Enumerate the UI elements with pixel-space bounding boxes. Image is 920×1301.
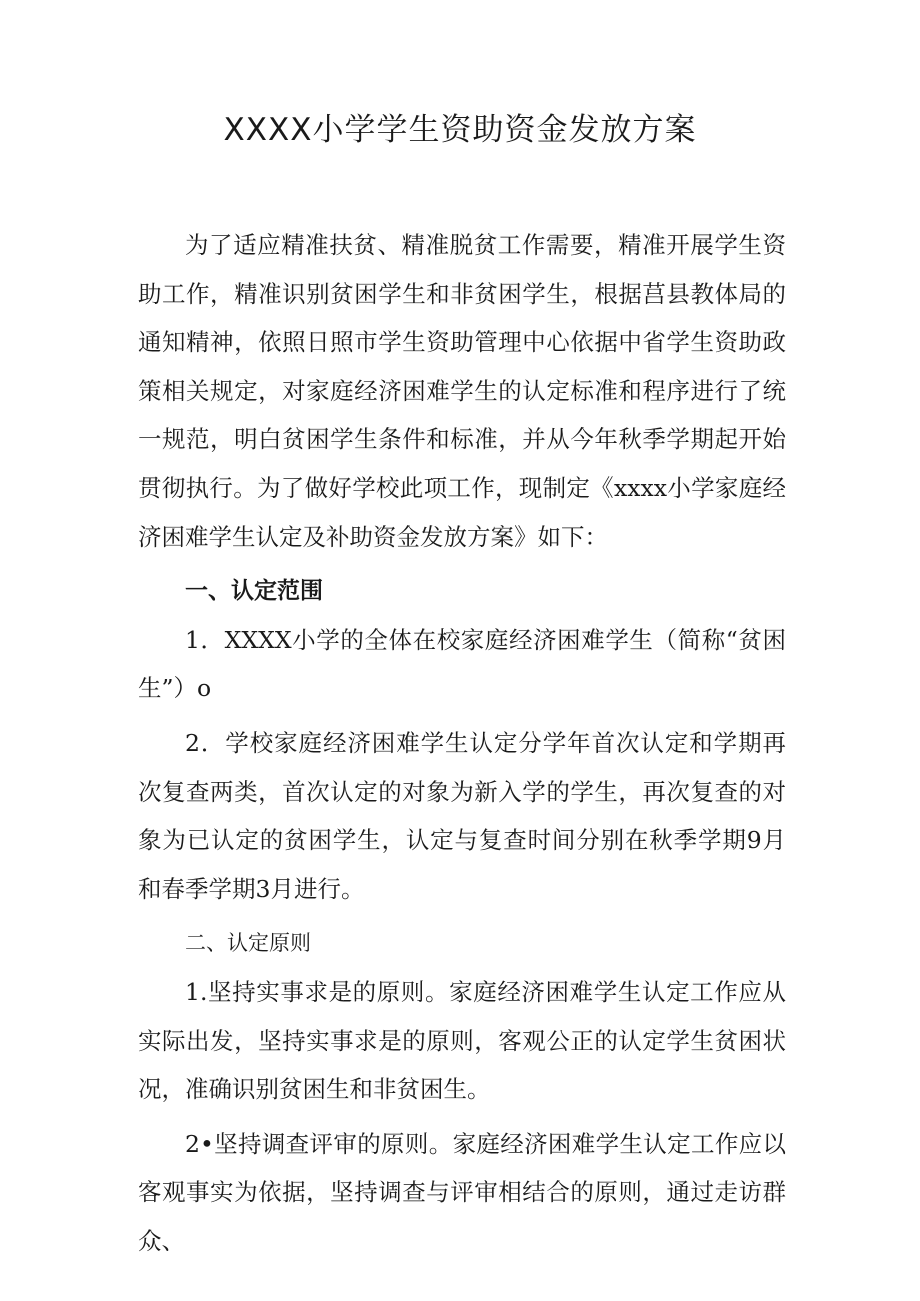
document-body xyxy=(138,221,786,1265)
principle-item-2: 2•坚持调查评审的原则。家庭经济困难学生认定工作应以客观事实为依据，坚持调查与评审相结合的原则，通过走访群众、 xyxy=(138,1129,786,1255)
section-heading-scope: 一、认定范围 xyxy=(185,578,323,605)
intro-paragraph: 为了适应精准扶贫、精准脱贫工作需要，精准开展学生资助工作，精准识别贫困学生和非贫困学生，根据莒县教体局的通知精神，依照日照市学生资助管理中心依据中省学生资助政策相关规定，对家庭经济困难学生的认定标准和程序进行了统一规范，明白贫困学生条件和标准，并从今年秋季学期起开始贯彻执行。为了做好学校此项工作，现制定《xxxx小学家庭经济困难学生认定及补助资金发放方案》如下： xyxy=(138,231,786,551)
scope-item-1: 1．XXXX小学的全体在校家庭经济困难学生（简称“贫困生”）o xyxy=(138,625,786,703)
section-heading-principles: 二、认定原则 xyxy=(185,931,311,956)
document-title: XXXX小学学生资助资金发放方案 xyxy=(223,112,697,148)
scope-item-2: 2．学校家庭经济困难学生认定分学年首次认定和学期再次复查两类，首次认定的对象为新入学的学生，再次复查的对象为已认定的贫困学生，认定与复查时间分别在秋季学期9月和春季学期3月进行。 xyxy=(138,728,786,903)
principle-item-1: 1.坚持实事求是的原则。家庭经济困难学生认定工作应从实际出发，坚持实事求是的原则，客观公正的认定学生贫困状况，准确识别贫困生和非贫困生。 xyxy=(138,977,786,1104)
